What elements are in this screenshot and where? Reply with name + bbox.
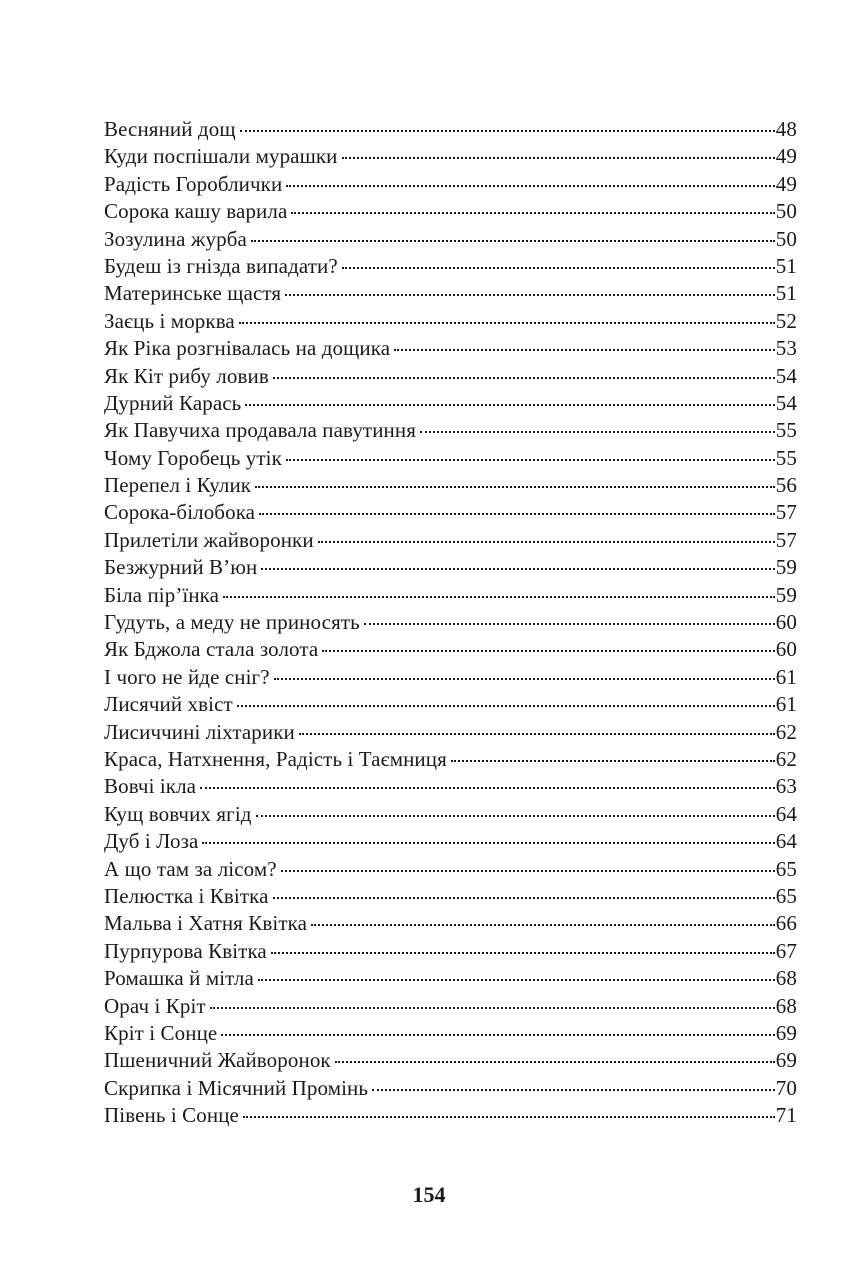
toc-entry	[104, 280, 797, 307]
toc-entry	[104, 1075, 797, 1102]
toc-entry-page: 55	[775, 445, 797, 470]
toc-entry-page: 52	[775, 308, 797, 333]
toc-entry-page: 60	[775, 610, 797, 635]
toc-entry-title: Материнське щастя	[104, 281, 282, 306]
toc-entry-title: Радість Гороблички	[104, 171, 283, 196]
toc-entry-title: Сорока кашу варила	[104, 199, 288, 224]
toc-entry	[104, 308, 797, 335]
toc-entry-page: 50	[775, 199, 797, 224]
toc-entry	[104, 636, 797, 663]
toc-entry-title: Пелюстка і Квітка	[104, 883, 269, 908]
toc-entry	[104, 691, 797, 718]
toc-entry-title: Чому Горобець утік	[104, 445, 282, 470]
dot-leader	[335, 1061, 775, 1063]
toc-entry-title: Кущ вовчих ягід	[104, 801, 252, 826]
toc-entry	[104, 1047, 797, 1074]
dot-leader	[221, 1034, 774, 1036]
toc-entry-page: 49	[775, 171, 797, 196]
toc-entry-page: 65	[775, 856, 797, 881]
toc-entry-page: 53	[775, 336, 797, 361]
dot-leader	[243, 1116, 775, 1118]
toc-entry-page: 71	[775, 1103, 797, 1128]
toc-entry-title: Будеш із гнізда випадати?	[104, 253, 338, 278]
toc-entry	[104, 609, 797, 636]
toc-entry	[104, 965, 797, 992]
dot-leader	[318, 541, 775, 543]
toc-entry	[104, 554, 797, 581]
dot-leader	[251, 240, 775, 242]
toc-entry	[104, 993, 797, 1020]
toc-entry	[104, 1020, 797, 1047]
dot-leader	[285, 294, 775, 296]
dot-leader	[237, 705, 775, 707]
dot-leader	[256, 815, 775, 817]
toc-entry-title: Пурпурова Квітка	[104, 938, 267, 963]
toc-entry	[104, 1102, 797, 1129]
toc-entry	[104, 910, 797, 937]
toc-entry	[104, 883, 797, 910]
toc-entry	[104, 417, 797, 444]
dot-leader	[202, 842, 774, 844]
toc-entry-page: 49	[775, 144, 797, 169]
toc-entry	[104, 773, 797, 800]
dot-leader	[286, 459, 775, 461]
dot-leader	[245, 404, 774, 406]
toc-entry	[104, 198, 797, 225]
toc-entry	[104, 445, 797, 472]
toc-entry-page: 61	[775, 692, 797, 717]
toc-entry-title: Пшеничний Жайворонок	[104, 1048, 331, 1073]
dot-leader	[364, 623, 775, 625]
dot-leader	[311, 924, 775, 926]
toc-entry-title: Дуб і Лоза	[104, 829, 199, 854]
toc-entry-title: Лисячий хвіст	[104, 692, 233, 717]
toc-entry	[104, 143, 797, 170]
toc-entry	[104, 116, 797, 143]
toc-entry-page: 56	[775, 473, 797, 498]
dot-leader	[259, 513, 775, 515]
toc-entry-page: 59	[775, 582, 797, 607]
dot-leader	[372, 1089, 775, 1091]
toc-entry-title: Краса, Натхнення, Радість і Таємниця	[104, 746, 447, 771]
toc-entry-title: Мальва і Хатня Квітка	[104, 911, 308, 936]
toc-entry-page: 57	[775, 500, 797, 525]
dot-leader	[281, 870, 775, 872]
toc-entry	[104, 335, 797, 362]
toc-entry	[104, 226, 797, 253]
toc-entry-title: А що там за лісом?	[104, 856, 277, 881]
dot-leader	[299, 733, 775, 735]
toc-entry-page: 54	[775, 390, 797, 415]
toc-entry-page: 60	[775, 637, 797, 662]
toc-entry-page: 67	[775, 938, 797, 963]
toc-entry-title: Дурний Карась	[104, 390, 242, 415]
dot-leader	[240, 130, 775, 132]
toc-entry	[104, 664, 797, 691]
toc-entry	[104, 719, 797, 746]
dot-leader	[261, 568, 774, 570]
toc-entry-title: Гудуть, а меду не приносять	[104, 610, 360, 635]
toc-entry-title: Зозулина журба	[104, 226, 247, 251]
dot-leader	[273, 897, 775, 899]
toc-entry-page: 68	[775, 993, 797, 1018]
toc-entry-title: Ромашка й мітла	[104, 966, 254, 991]
toc-entry-page: 62	[775, 719, 797, 744]
page-number: 154	[412, 1182, 446, 1207]
toc-entry-page: 48	[775, 117, 797, 141]
toc-entry-page: 64	[775, 801, 797, 826]
toc-entry-title: Заєць і морква	[104, 308, 235, 333]
dot-leader	[274, 678, 775, 680]
toc-entry-title: І чого не йде сніг?	[104, 664, 270, 689]
toc-entry-title: Сорока-білобока	[104, 500, 256, 525]
dot-leader	[273, 377, 775, 379]
toc-entry-title: Перепел і Кулик	[104, 473, 252, 498]
dot-leader	[210, 1007, 775, 1009]
toc-entry-page: 66	[775, 911, 797, 936]
toc-entry-page: 70	[775, 1075, 797, 1100]
toc-entry-title: Біла пір’їнка	[104, 582, 220, 607]
toc-entry-title: Як Бджола стала золота	[104, 637, 319, 662]
dot-leader	[255, 486, 775, 488]
dot-leader	[342, 157, 775, 159]
toc-entry-page: 51	[775, 253, 797, 278]
toc-entry-title: Скрипка і Місячний Промінь	[104, 1075, 369, 1100]
toc-entry-title: Лисиччині ліхтарики	[104, 719, 295, 744]
dot-leader	[451, 760, 775, 762]
toc-entry	[104, 828, 797, 855]
toc-entry-page: 55	[775, 418, 797, 443]
dot-leader	[342, 267, 775, 269]
toc-entry-title: Кріт і Сонце	[104, 1020, 218, 1045]
dot-leader	[420, 431, 775, 433]
table-of-contents	[104, 116, 797, 1129]
toc-entry-page: 62	[775, 746, 797, 771]
toc-entry-title: Орач і Кріт	[104, 993, 206, 1018]
dot-leader	[200, 787, 775, 789]
toc-entry-title: Куди поспішали мурашки	[104, 144, 338, 169]
toc-entry	[104, 856, 797, 883]
dot-leader	[239, 322, 775, 324]
toc-entry-title: Прилетіли жайворонки	[104, 527, 314, 552]
dot-leader	[286, 185, 774, 187]
toc-entry-title: Як Павучиха продавала павутиння	[104, 418, 416, 443]
toc-entry-page: 51	[775, 281, 797, 306]
toc-entry-page: 64	[775, 829, 797, 854]
dot-leader	[258, 979, 775, 981]
toc-entry-title: Весняний дощ	[104, 117, 236, 141]
toc-entry-page: 69	[775, 1048, 797, 1073]
dot-leader	[271, 952, 775, 954]
toc-entry-page: 63	[775, 774, 797, 799]
toc-entry	[104, 499, 797, 526]
toc-entry-page: 68	[775, 966, 797, 991]
toc-entry	[104, 253, 797, 280]
toc-entry	[104, 363, 797, 390]
toc-entry	[104, 582, 797, 609]
toc-entry	[104, 801, 797, 828]
toc-entry-title: Безжурний В’юн	[104, 555, 258, 580]
toc-entry-title: Вовчі ікла	[104, 774, 197, 799]
toc-entry-page: 69	[775, 1020, 797, 1045]
toc-entry-page: 61	[775, 664, 797, 689]
toc-entry	[104, 171, 797, 198]
toc-entry-page: 59	[775, 555, 797, 580]
toc-entry	[104, 527, 797, 554]
toc-entry-page: 57	[775, 527, 797, 552]
toc-entry	[104, 390, 797, 417]
dot-leader	[291, 212, 774, 214]
toc-entry-page: 50	[775, 226, 797, 251]
toc-entry-title: Як Ріка розгнівалась на дощика	[104, 336, 391, 361]
dot-leader	[394, 349, 775, 351]
toc-entry	[104, 938, 797, 965]
toc-entry-page: 65	[775, 883, 797, 908]
dot-leader	[223, 596, 775, 598]
toc-entry	[104, 472, 797, 499]
toc-entry	[104, 746, 797, 773]
toc-entry-title: Півень і Сонце	[104, 1103, 239, 1128]
dot-leader	[322, 650, 774, 652]
toc-entry-page: 54	[775, 363, 797, 388]
toc-entry-title: Як Кіт рибу ловив	[104, 363, 269, 388]
